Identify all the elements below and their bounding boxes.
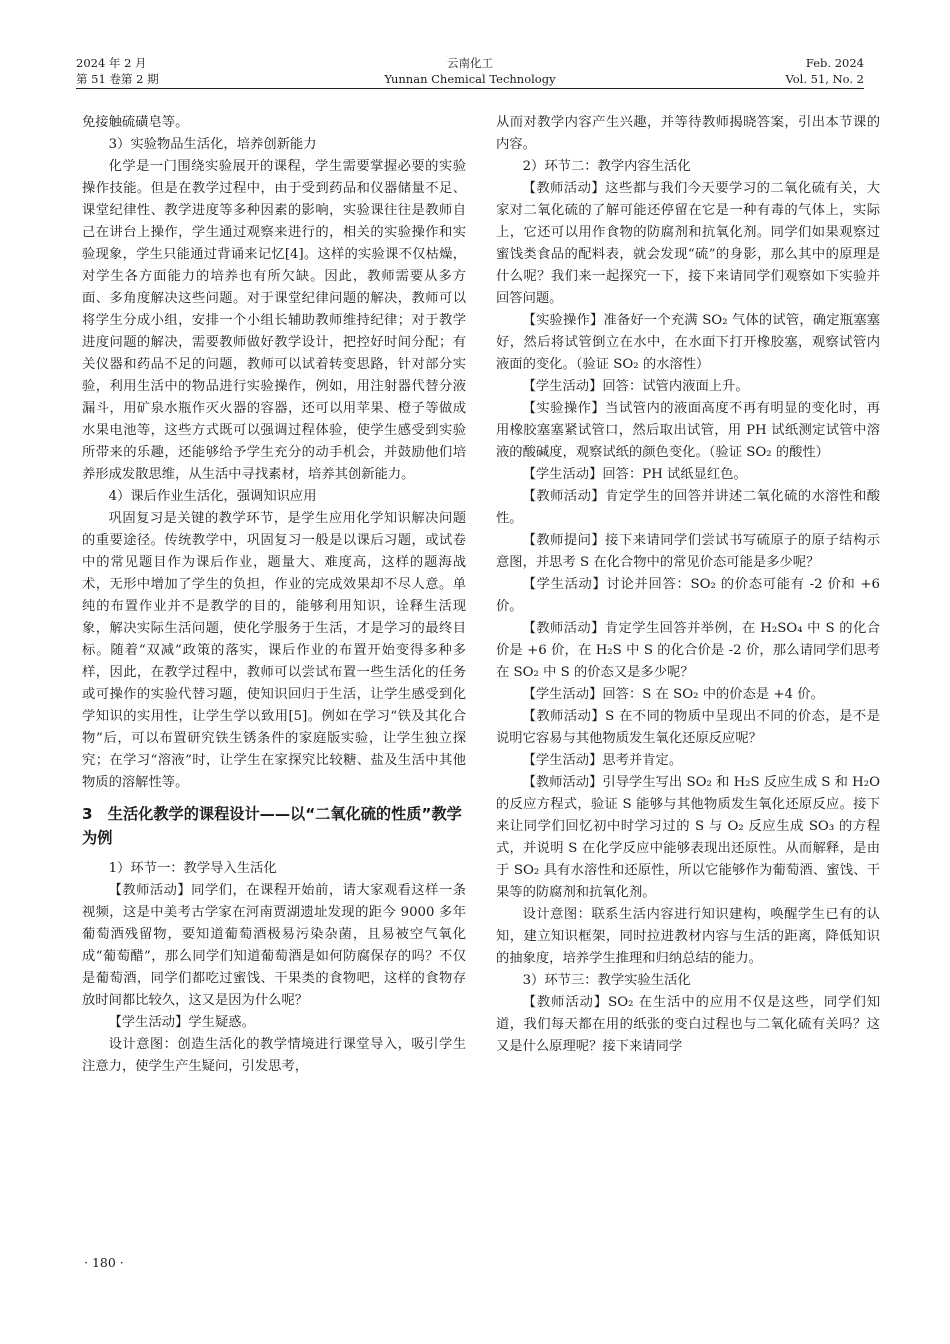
subsection-title: 1）环节一：教学导入生活化	[108, 861, 277, 876]
header-date: 2024 年 2 月	[76, 56, 147, 70]
paragraph: 【教师活动】肯定学生的回答并讲述二氧化硫的水溶性和酸性。	[496, 489, 880, 526]
paragraph: 【教师活动】S 在不同的物质中呈现出不同的价态，是不是说明它容易与其他物质发生氧化还原反应呢？	[496, 709, 880, 746]
left-column	[82, 112, 466, 1078]
subsection-title: 4）课后作业生活化，强调知识应用	[108, 489, 317, 504]
paragraph: 巩固复习是关键的教学环节，是学生应用化学知识解决问题的重要途径。传统教学中，巩固复习一般是以课后习题，或试卷中的常见题目作为课后作业，题量大、难度高，这样的题海战术，无形中增加了学生的负担，作业的完成效果却不尽人意。单纯的布置作业并不是教学的目的，能够利用知识，诠释生活现象，解决实际生活问题，使化学服务于生活，才是学习的最终目标。随着“双减”政策的落实，课后作业的布置开始变得多种多样，因此，在教学过程中，教师可以尝试布置一些生活化的任务或可操作的实验代替习题，使知识回归于生活，让学生感受到化学知识的实用性，让学生学以致用[5]。例如在学习“铁及其化合物”后，可以布置研究铁生锈条件的家庭版实验，让学生独立探究；在学习“溶液”时，让学生在家探究比较糖、盐及生活中其他物质的溶解性等。	[82, 511, 466, 790]
paragraph: 设计意图：联系生活内容进行知识建构，唤醒学生已有的认知，建立知识框架，同时拉进教材内容与生活的距离，降低知识的抽象度，培养学生推理和归纳总结的能力。	[496, 907, 880, 966]
right-column	[496, 112, 880, 1058]
header-volume-en: Vol. 51, No. 2	[785, 72, 864, 86]
paragraph: 【教师活动】引导学生写出 SO₂ 和 H₂S 反应生成 S 和 H₂O 的反应方程式，验证 S 能够与其他物质发生氧化还原反应。接下来让同学们回忆初中时学习过的 S 与 O₂ 反应生成 SO₃ 的方程式，并说明 S 在化学反应中能够表现出还原性。从而解释，是由于 SO₂ 具有水溶性和还原性，所以它能够作为葡萄酒、蜜饯、干果等的防腐剂和抗氧化剂。	[496, 775, 880, 900]
paragraph: 免接触硫磺皂等。	[82, 115, 189, 130]
paragraph: 从而对教学内容产生兴趣，并等待教师揭晓答案，引出本节课的内容。	[496, 115, 880, 152]
section-heading: 3 生活化教学的课程设计——以“二氧化硫的性质”教学为例	[82, 805, 462, 847]
paragraph: 【实验操作】准备好一个充满 SO₂ 气体的试管，确定瓶塞塞好，然后将试管倒立在水中，在水面下打开橡胶塞，观察试管内液面的变化。（验证 SO₂ 的水溶性）	[496, 313, 880, 372]
subsection-title: 3）环节三：教学实验生活化	[522, 973, 691, 988]
header-journal	[76, 55, 864, 87]
paragraph: 【实验操作】当试管内的液面高度不再有明显的变化时，再用橡胶塞塞紧试管口，然后取出试管，用 PH 试纸测定试管中溶液的酸碱度，观察试纸的颜色变化。（验证 SO₂ 的酸性）	[496, 401, 880, 460]
subsection-title: 2）环节二：教学内容生活化	[522, 159, 691, 174]
paragraph: 【教师提问】接下来请同学们尝试书写硫原子的原子结构示意图，并思考 S 在化合物中的常见价态可能是多少呢？	[496, 533, 880, 570]
paragraph: 【教师活动】肯定学生回答并举例，在 H₂SO₄ 中 S 的化合价是 +6 价，在 H₂S 中 S 的化合价是 -2 价，那么请同学们思考在 SO₂ 中 S 的价态又是多少呢？	[496, 621, 880, 680]
journal-name-en: Yunnan Chemical Technology	[384, 72, 556, 86]
header-date-en: Feb. 2024	[805, 56, 864, 70]
paragraph: 化学是一门围绕实验展开的课程，学生需要掌握必要的实验操作技能。但是在教学过程中，由于受到药品和仪器储量不足、课堂纪律性、教学进度等多种因素的影响，实验课往往是教师自己在讲台上操作，学生通过观察来进行的，相关的实验操作和实验现象，学生只能通过背诵来记忆[4]。这样的实验课不仅枯燥，对学生各方面能力的培养也有所欠缺。因此，教师需要从多方面、多角度解决这些问题。对于课堂纪律问题的解决，教师可以将学生分成小组，安排一个小组长辅助教师维持纪律；对于教学进度问题的解决，需要教师做好教学设计，把控好时间分配；有关仪器和药品不足的问题，教师可以试着转变思路，针对部分实验，利用生活中的物品进行实验操作，例如，用注射器代替分液漏斗，用矿泉水瓶作灭火器的容器，还可以用苹果、橙子等做成水果电池等，这些方式既可以强调过程体验，使学生感受到实验所带来的乐趣，还能够给予学生充分的动手机会，并鼓励他们培养形成发散思维，从生活中寻找素材，培养其创新能力。	[82, 159, 466, 482]
paragraph: 【学生活动】回答：试管内液面上升。	[522, 379, 749, 394]
paragraph: 【学生活动】思考并肯定。	[522, 753, 683, 768]
header-volume: 第 51 卷第 2 期	[76, 72, 159, 86]
paragraph: 【教师活动】SO₂ 在生活中的应用不仅是这些，同学们知道，我们每天都在用的纸张的变白过程也与二氧化硫有关吗？这又是什么原理呢？接下来请同学	[496, 995, 880, 1054]
journal-name-cn: 云南化工	[447, 56, 493, 70]
paragraph: 【教师活动】这些都与我们今天要学习的二氧化硫有关，大家对二氧化硫的了解可能还停留在它是一种有毒的气体上，实际上，它还可以用作食物的防腐剂和抗氧化剂。同学们如果观察过蜜饯类食品的配料表，就会发现“硫”的身影，那么其中的原理是什么呢？我们来一起探究一下，接下来请同学们观察如下实验并回答问题。	[496, 181, 880, 306]
paragraph: 【学生活动】讨论并回答：SO₂ 的价态可能有 -2 价和 +6 价。	[496, 577, 880, 614]
paragraph: 【学生活动】回答：S 在 SO₂ 中的价态是 +4 价。	[522, 687, 824, 702]
paragraph: 设计意图：创造生活化的教学情境进行课堂导入，吸引学生注意力，使学生产生疑问，引发思考，	[82, 1037, 466, 1074]
header-date-volume-en	[785, 55, 864, 87]
paragraph: 【教师活动】同学们，在课程开始前，请大家观看这样一条视频，这是中美考古学家在河南贾湖遗址发现的距今 9000 多年葡萄酒残留物，要知道葡萄酒极易污染杂菌，且易被空气氧化成“葡萄醋”，那么同学们知道葡萄酒是如何防腐保存的吗？不仅是葡萄酒，同学们都吃过蜜饯、干果类的食物吧，这样的食物存放时间都比较久，这又是因为什么呢？	[82, 883, 466, 1008]
running-header	[76, 52, 864, 89]
page-number: · 180 ·	[84, 1255, 124, 1270]
subsection-title: 3）实验物品生活化，培养创新能力	[108, 137, 317, 152]
paragraph: 【学生活动】学生疑惑。	[108, 1015, 255, 1030]
paragraph: 【学生活动】回答：PH 试纸显红色。	[522, 467, 747, 482]
